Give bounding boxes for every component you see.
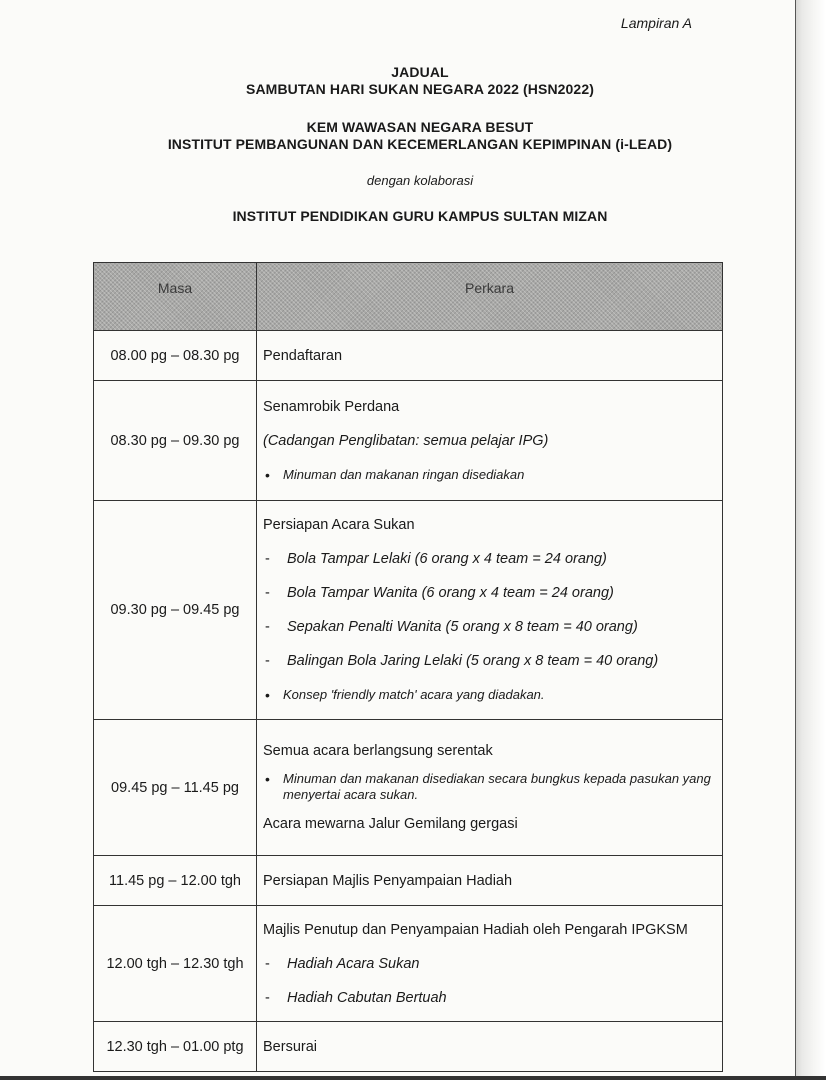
table-row (94, 856, 723, 906)
page-bottom-edge (0, 1076, 826, 1080)
item-title: Semua acara berlangsung serentak (263, 743, 493, 759)
title-block-2 (0, 119, 826, 153)
title-line: KEM WAWASAN NEGARA BESUT (306, 119, 534, 135)
page-edge-shadow (795, 0, 826, 1080)
table-row (94, 720, 723, 856)
table-header-row (94, 263, 723, 331)
time-cell: 08.00 pg – 08.30 pg (94, 331, 257, 381)
title-line: SAMBUTAN HARI SUKAN NEGARA 2022 (HSN2022) (246, 81, 594, 97)
time-cell: 12.00 tgh – 12.30 tgh (94, 906, 257, 1022)
item-title: Persiapan Acara Sukan (263, 517, 415, 533)
column-header-item: Perkara (257, 263, 723, 331)
list-item: - Hadiah Acara Sukan (263, 947, 716, 981)
item-cell: Bersurai (257, 1022, 723, 1072)
item-cell (257, 381, 723, 501)
title-line: INSTITUT PENDIDIKAN GURU KAMPUS SULTAN MIZAN (232, 208, 608, 224)
title-line: JADUAL (391, 64, 449, 80)
table-row (94, 381, 723, 501)
item-cell: Pendaftaran (257, 331, 723, 381)
list-item: - Bola Tampar Wanita (6 orang x 4 team = 24 orang) (263, 576, 716, 610)
collab-text: dengan kolaborasi (366, 173, 474, 188)
table-row (94, 501, 723, 720)
list-item: - Balingan Bola Jaring Lelaki (5 orang x 8 team = 40 orang) (263, 644, 716, 678)
item-title: Majlis Penutup dan Penyampaian Hadiah oleh Pengarah IPGKSM (263, 921, 688, 938)
time-cell: 12.30 tgh – 01.00 ptg (94, 1022, 257, 1072)
item-cell: Persiapan Majlis Penyampaian Hadiah (257, 856, 723, 906)
table-row (94, 331, 723, 381)
item-cell (257, 720, 723, 856)
item-note: (Cadangan Penglibatan: semua pelajar IPG) (263, 432, 549, 449)
item-cell (257, 906, 723, 1022)
list-item: - Hadiah Cabutan Bertuah (263, 981, 716, 1015)
list-item: - Bola Tampar Lelaki (6 orang x 4 team = 24 orang) (263, 542, 716, 576)
time-cell: 11.45 pg – 12.00 tgh (94, 856, 257, 906)
list-item: - Sepakan Penalti Wanita (5 orang x 8 team = 40 orang) (263, 610, 716, 644)
title-line: INSTITUT PEMBANGUNAN DAN KECEMERLANGAN KEPIMPINAN (i-LEAD) (167, 136, 673, 152)
item-cell (257, 501, 723, 720)
schedule-table (93, 262, 723, 1072)
time-cell: 08.30 pg – 09.30 pg (94, 381, 257, 501)
time-cell: 09.30 pg – 09.45 pg (94, 501, 257, 720)
time-cell: 09.45 pg – 11.45 pg (94, 720, 257, 856)
title-block-3 (0, 208, 826, 225)
table-row (94, 1022, 723, 1072)
item-bullet: • Minuman dan makanan disediakan secara bungkus kepada pasukan yang menyertai acara sukan. (263, 768, 716, 807)
column-header-time: Masa (94, 263, 257, 331)
item-bullet: • Konsep 'friendly match' acara yang diadakan. (263, 678, 716, 712)
item-extra: Acara mewarna Jalur Gemilang gergasi (263, 816, 518, 832)
item-title: Senamrobik Perdana (263, 398, 400, 415)
title-block-1 (0, 64, 826, 98)
item-bullet: • Minuman dan makanan ringan disediakan (263, 458, 716, 492)
attachment-label: Lampiran A (620, 15, 692, 31)
table-row (94, 906, 723, 1022)
